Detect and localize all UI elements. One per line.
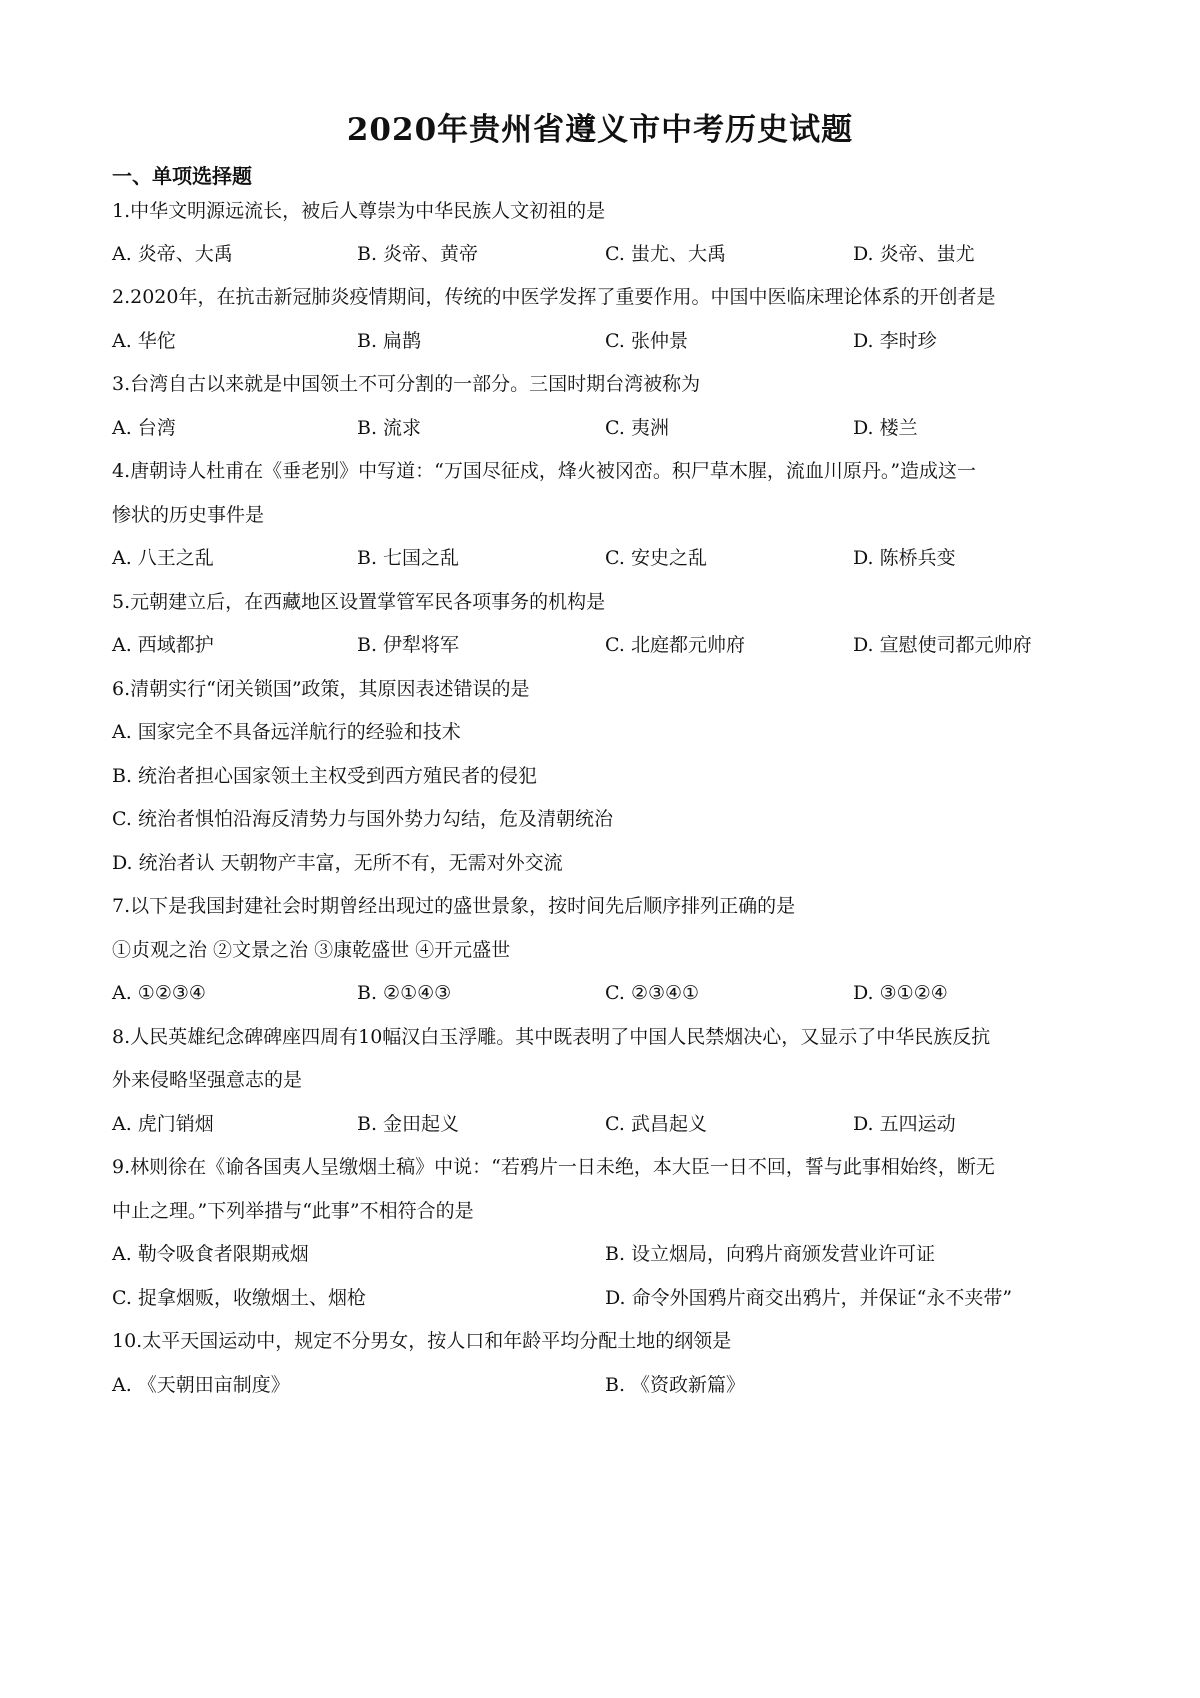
- question-4-stem-cont: 惨状的历史事件是: [112, 504, 265, 526]
- q4-option-d: D. 陈桥兵变: [853, 547, 956, 569]
- question-4-stem: 4.唐朝诗人杜甫在《垂老别》中写道：“万国尽征戍，烽火被冈峦。积尸草木腥，流血川原丹。”造成这一: [112, 460, 977, 482]
- question-5-stem: 5.元朝建立后，在西藏地区设置掌管军民各项事务的机构是: [112, 591, 606, 613]
- q3-option-c: C. 夷洲: [605, 417, 669, 439]
- q6-option-d: D. 统治者认 天朝物产丰富，无所不有，无需对外交流: [112, 852, 563, 874]
- q9-option-b: B. 设立烟局，向鸦片商颁发营业许可证: [605, 1243, 936, 1265]
- question-9-stem-cont: 中止之理。”下列举措与“此事”不相符合的是: [112, 1200, 474, 1222]
- q4-option-c: C. 安史之乱: [605, 547, 707, 569]
- page-title: 2020年贵州省遵义市中考历史试题: [346, 112, 854, 148]
- q1-option-a: A. 炎帝、大禹: [112, 243, 233, 265]
- q3-option-d: D. 楼兰: [853, 417, 918, 439]
- q3-option-b: B. 流求: [357, 417, 422, 439]
- q7-option-a: A. ①②③④: [112, 982, 206, 1004]
- question-10-stem: 10.太平天国运动中，规定不分男女，按人口和年龄平均分配土地的纲领是: [112, 1330, 732, 1352]
- section-heading: 一、单项选择题: [112, 164, 252, 188]
- q9-option-d: D. 命令外国鸦片商交出鸦片，并保证“永不夹带”: [605, 1287, 1013, 1309]
- q4-option-b: B. 七国之乱: [357, 547, 460, 569]
- q4-option-a: A. 八王之乱: [112, 547, 214, 569]
- question-7-stem: 7.以下是我国封建社会时期曾经出现过的盛世景象，按时间先后顺序排列正确的是: [112, 895, 796, 917]
- question-2-stem: 2.2020年，在抗击新冠肺炎疫情期间，传统的中医学发挥了重要作用。中国中医临床理论体系的开创者是: [112, 286, 996, 308]
- q1-option-b: B. 炎帝、黄帝: [357, 243, 479, 265]
- question-3-stem: 3.台湾自古以来就是中国领土不可分割的一部分。三国时期台湾被称为: [112, 373, 701, 395]
- q2-option-d: D. 李时珍: [853, 330, 937, 352]
- q9-option-c: C. 捉拿烟贩，收缴烟土、烟枪: [112, 1287, 366, 1309]
- q7-option-b: B. ②①④③: [357, 982, 452, 1004]
- q6-option-a: A. 国家完全不具备远洋航行的经验和技术: [112, 721, 461, 743]
- q8-option-a: A. 虎门销烟: [112, 1113, 214, 1135]
- q5-option-d: D. 宣慰使司都元帅府: [853, 634, 1032, 656]
- q10-option-b: B. 《资政新篇》: [605, 1374, 746, 1396]
- q8-option-d: D. 五四运动: [853, 1113, 956, 1135]
- q7-option-c: C. ②③④①: [605, 982, 700, 1004]
- q5-option-a: A. 西域都护: [112, 634, 214, 656]
- q2-option-b: B. 扁鹊: [357, 330, 422, 352]
- q8-option-b: B. 金田起义: [357, 1113, 460, 1135]
- question-1-stem: 1.中华文明源远流长，被后人尊崇为中华民族人文初祖的是: [112, 200, 606, 222]
- q3-option-a: A. 台湾: [112, 417, 176, 439]
- question-6-stem: 6.清朝实行“闭关锁国”政策，其原因表述错误的是: [112, 678, 530, 700]
- q1-option-d: D. 炎帝、蚩尤: [853, 243, 975, 265]
- q5-option-c: C. 北庭都元帅府: [605, 634, 745, 656]
- q10-option-a: A. 《天朝田亩制度》: [112, 1374, 290, 1396]
- q7-option-d: D. ③①②④: [853, 982, 948, 1004]
- q6-option-b: B. 统治者担心国家领土主权受到西方殖民者的侵犯: [112, 765, 538, 787]
- q5-option-b: B. 伊犁将军: [357, 634, 460, 656]
- q9-option-a: A. 勒令吸食者限期戒烟: [112, 1243, 309, 1265]
- question-8-stem: 8.人民英雄纪念碑碑座四周有10幅汉白玉浮雕。其中既表明了中国人民禁烟决心，又显示了中华民族反抗: [112, 1026, 991, 1048]
- q2-option-c: C. 张仲景: [605, 330, 688, 352]
- q8-option-c: C. 武昌起义: [605, 1113, 707, 1135]
- question-8-stem-cont: 外来侵略坚强意志的是: [112, 1069, 303, 1091]
- question-9-stem: 9.林则徐在《谕各国夷人呈缴烟土稿》中说：“若鸦片一日未绝，本大臣一日不回，誓与此事相始终，断无: [112, 1156, 995, 1178]
- q1-option-c: C. 蚩尤、大禹: [605, 243, 726, 265]
- question-7-items: ①贞观之治 ②文景之治 ③康乾盛世 ④开元盛世: [112, 939, 511, 961]
- q6-option-c: C. 统治者惧怕沿海反清势力与国外势力勾结，危及清朝统治: [112, 808, 613, 830]
- q2-option-a: A. 华佗: [112, 330, 176, 352]
